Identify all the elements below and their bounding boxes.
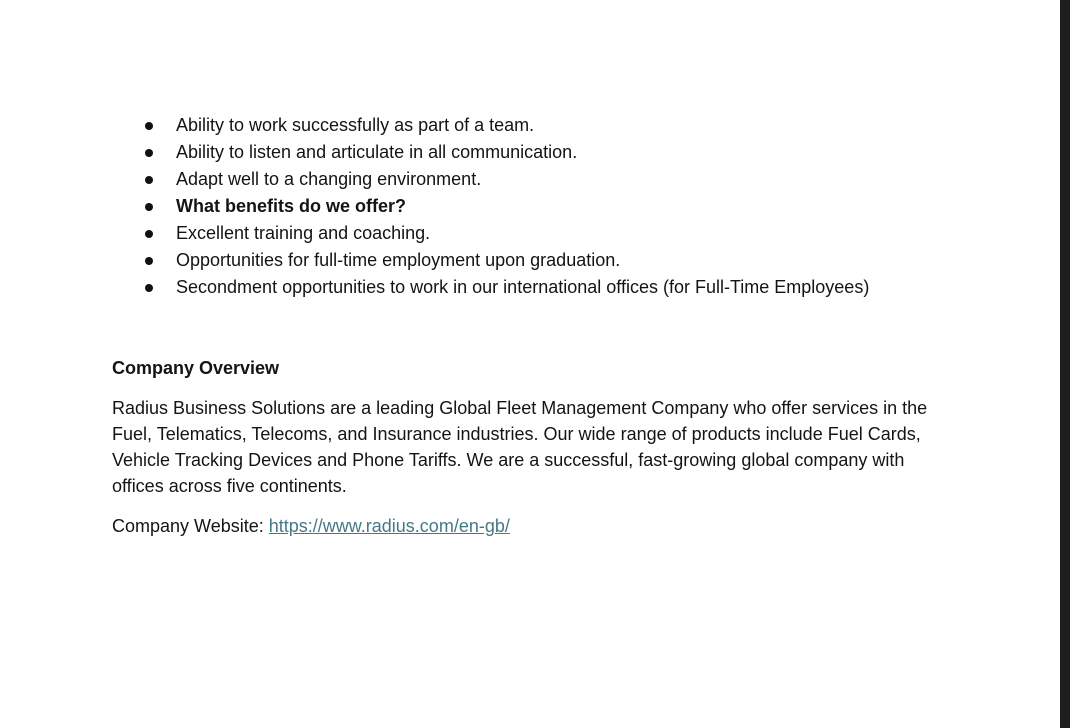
list-item [0,247,869,274]
bullet-icon [145,122,153,130]
window-edge-bar [1060,0,1070,728]
list-item [0,139,869,166]
list-item-text: Secondment opportunities to work in our international offices (for Full-Time Employees) [176,277,870,297]
bullet-icon [145,203,153,211]
bullet-icon [145,257,153,265]
list-item-text: Ability to work successfully as part of a team. [176,115,535,135]
bullet-icon [145,176,153,184]
company-website-label: Company Website: [112,516,269,536]
list-item [0,220,869,247]
bullet-icon [145,230,153,238]
list-item-text: Ability to listen and articulate in all communication. [176,142,578,162]
list-item-text: Opportunities for full-time employment upon graduation. [176,250,621,270]
bullet-list [0,112,869,301]
list-item [0,274,869,301]
bullet-icon [145,284,153,292]
company-overview-heading: Company Overview [112,358,280,378]
bullet-icon [145,149,153,157]
list-item-text: Excellent training and coaching. [176,223,431,243]
list-item-text: Adapt well to a changing environment. [176,169,482,189]
company-website-link[interactable]: https://www.radius.com/en-gb/ [268,516,510,536]
benefits-heading: What benefits do we offer? [176,196,407,216]
company-overview-paragraph: Radius Business Solutions are a leading Global Fleet Management Company who offer services in the Fuel, Telematics, Telecoms, and Insurance industries. Our wide range of products include Fuel Cards, Vehicle Tracking Devices and Phone Tariffs. We are a successful, fast-growing global company with offices across five continents. [112,398,928,496]
list-item [0,166,869,193]
company-website-line [112,513,510,539]
list-item-heading [0,193,869,220]
list-item [0,112,869,139]
